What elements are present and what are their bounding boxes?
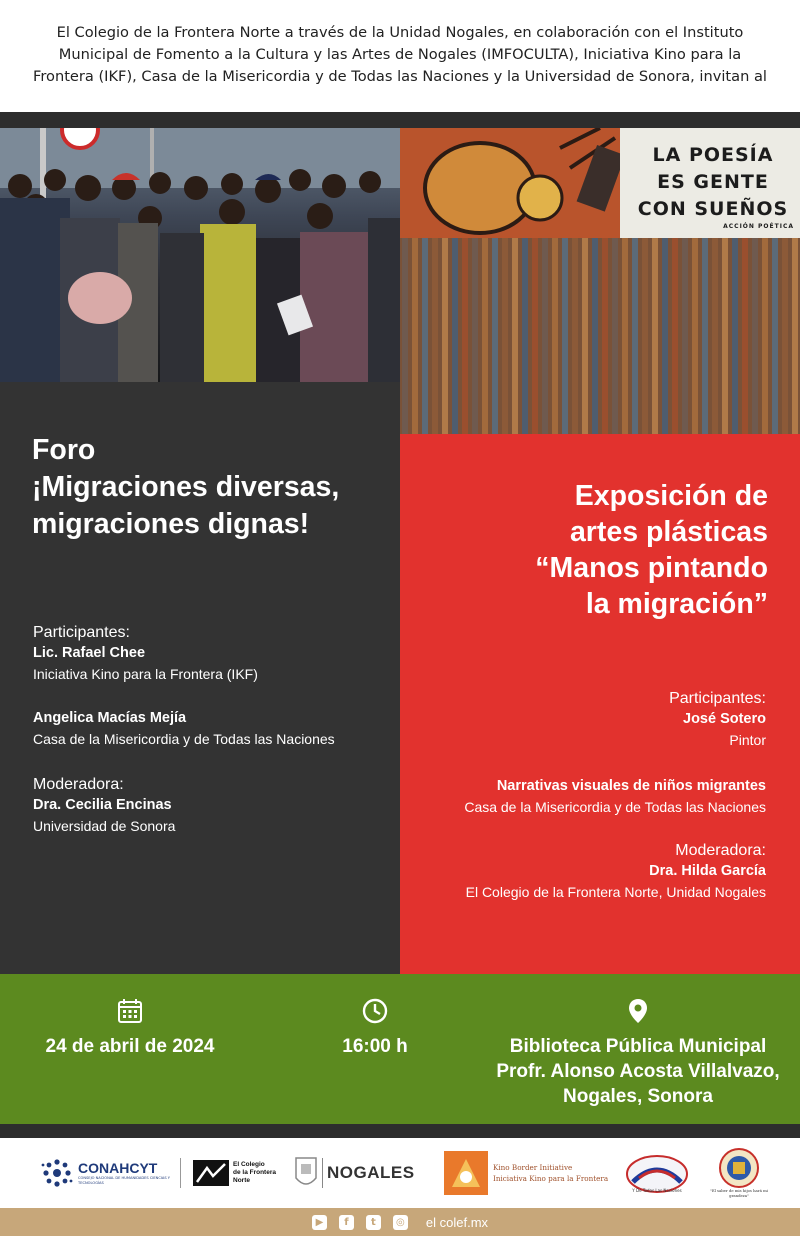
exhibition-participant-1-role: Pintor — [729, 732, 766, 748]
fence-post — [422, 238, 428, 434]
fence-post — [532, 238, 538, 434]
fence-post — [642, 238, 648, 434]
event-info-band — [0, 974, 800, 1124]
fence-post — [482, 238, 488, 434]
exhibition-moderator-label: Moderadora: — [675, 842, 766, 859]
unison-crest-icon — [718, 1148, 760, 1188]
conahcyt-subtitle: CONSEJO NACIONAL DE HUMANIDADES CIENCIAS Y TECNOLOGÍAS — [78, 1176, 171, 1185]
kino-english-name: Kino Border Initiative — [493, 1163, 573, 1172]
colef-logo — [193, 1148, 283, 1198]
exhibition-participant-1-name: José Sotero — [683, 711, 766, 727]
nogales-crest-icon — [294, 1156, 318, 1190]
forum-participants-2 — [33, 708, 335, 750]
border-wall-photo — [400, 128, 800, 434]
kino-emblem-icon — [444, 1151, 488, 1195]
fence-post — [492, 238, 498, 434]
fence-post — [612, 238, 618, 434]
fence-post — [512, 238, 518, 434]
nogales-name: NOGALES — [327, 1163, 415, 1182]
intro-text: El Colegio de la Frontera Norte a través de la Unidad Nogales, en colaboración con el Instituto Municipal de Fomento a la Cultura y las Artes de Nogales (IMFOCULTA), Iniciativa Kino para la Frontera (IKF), Casa de la Misericordia y de Todas las Naciones y la Universidad de Sonora, invitan al — [33, 24, 767, 85]
casa-caption: Y De Todas Las Naciones — [632, 1187, 682, 1193]
event-time-text: 16:00 h — [342, 1036, 408, 1057]
conahcyt-emblem-icon — [40, 1156, 74, 1190]
nogales-logo — [294, 1148, 429, 1198]
fence-post — [752, 238, 758, 434]
fence-post — [572, 238, 578, 434]
location-pin-icon — [628, 998, 648, 1024]
casa-misericordia-logo — [622, 1148, 692, 1198]
fence-post — [762, 238, 768, 434]
forum-participant-2-name: Angelica Macías Mejía — [33, 710, 187, 726]
poetry-sign — [628, 142, 798, 231]
website-link[interactable]: el colef.mx — [425, 1214, 489, 1230]
sign-caption: ACCIÓN POÉTICA — [723, 223, 794, 230]
sign-line-2: ES GENTE — [657, 171, 769, 193]
event-date-text: 24 de abril de 2024 — [45, 1036, 215, 1057]
exhibition-participants-label: Participantes: — [669, 690, 766, 707]
twitter-icon[interactable]: t — [366, 1215, 381, 1230]
sponsor-logos — [0, 1138, 800, 1208]
colef-line-3: Norte — [233, 1177, 250, 1184]
colef-emblem-icon — [193, 1160, 229, 1186]
forum-moderator — [33, 774, 175, 837]
fence-post — [452, 238, 458, 434]
venue-line-3: Nogales, Sonora — [563, 1086, 713, 1107]
footer-bar — [0, 1208, 800, 1236]
fence-post — [622, 238, 628, 434]
event-date — [30, 998, 230, 1059]
exhibition-title-line-4: la migración” — [585, 588, 768, 620]
forum-moderator-label: Moderadora: — [33, 776, 124, 793]
fence-post — [582, 238, 588, 434]
colef-line-2: de la Frontera — [233, 1169, 276, 1176]
exhibition-title-line-3: “Manos pintando — [535, 552, 768, 584]
fence-post — [402, 238, 408, 434]
fence-post — [472, 238, 478, 434]
exhibition-participants-2 — [406, 776, 766, 818]
instagram-icon[interactable]: ◎ — [393, 1215, 408, 1230]
exhibition-participant-2-name: Narrativas visuales de niños migrantes — [496, 778, 766, 794]
forum-participant-1-name: Lic. Rafael Chee — [33, 645, 146, 661]
fence-post — [632, 238, 638, 434]
fence-post — [732, 238, 738, 434]
venue-line-1: Biblioteca Pública Municipal — [509, 1036, 767, 1057]
exhibition-title — [428, 478, 768, 622]
facebook-icon[interactable]: f — [339, 1215, 354, 1230]
exhibition-moderator — [406, 840, 766, 903]
forum-moderator-org: Universidad de Sonora — [33, 818, 176, 834]
fence-post — [662, 238, 668, 434]
clock-icon — [362, 998, 388, 1024]
forum-panel — [0, 382, 400, 974]
fence-post — [722, 238, 728, 434]
fence-post — [412, 238, 418, 434]
event-time — [315, 998, 435, 1059]
logo-divider — [180, 1158, 181, 1188]
fence-post — [782, 238, 788, 434]
fence-post — [682, 238, 688, 434]
fence-post — [602, 238, 608, 434]
fence-post — [542, 238, 548, 434]
fence-post — [692, 238, 698, 434]
sign-line-3: CON SUEÑOS — [637, 198, 789, 220]
forum-moderator-name: Dra. Cecilia Encinas — [33, 797, 172, 813]
forum-participant-2-org: Casa de la Misericordia y de Todas las Naciones — [33, 731, 335, 747]
fence-post — [552, 238, 558, 434]
youtube-icon[interactable]: ▶ — [312, 1215, 327, 1230]
fence-post — [772, 238, 778, 434]
fence-post — [562, 238, 568, 434]
forum-title — [32, 432, 392, 543]
forum-title-line-1: Foro — [32, 434, 96, 466]
top-divider — [0, 112, 800, 128]
exhibition-title-line-2: artes plásticas — [569, 516, 768, 548]
forum-title-line-2: ¡Migraciones diversas, — [32, 471, 340, 503]
sign-line-1: LA POESÍA — [652, 144, 774, 166]
exhibition-moderator-name: Dra. Hilda García — [649, 863, 766, 879]
unison-logo — [706, 1148, 772, 1198]
calendar-icon — [117, 998, 143, 1024]
exhibition-title-line-1: Exposición de — [574, 480, 768, 512]
forum-participant-1-org: Iniciativa Kino para la Frontera (IKF) — [33, 666, 258, 682]
forum-participants-label: Participantes: — [33, 624, 130, 641]
fence-post — [592, 238, 598, 434]
conahcyt-name: CONAHCYT — [78, 1160, 158, 1176]
unison-caption: "El saber de mis hijos hará mi grandeza" — [710, 1188, 768, 1198]
venue-line-2: Profr. Alonso Acosta Villalvazo, — [496, 1061, 780, 1082]
conahcyt-logo — [40, 1148, 175, 1198]
kino-spanish-name: Iniciativa Kino para la Frontera — [493, 1174, 609, 1183]
fence-post — [462, 238, 468, 434]
colef-line-1: El Colegio — [233, 1161, 265, 1168]
exhibition-moderator-org: El Colegio de la Frontera Norte, Unidad Nogales — [465, 884, 766, 900]
kino-border-logo — [444, 1148, 614, 1198]
fence-post — [502, 238, 508, 434]
exhibition-panel — [400, 434, 800, 974]
event-venue — [480, 998, 796, 1109]
fence-post — [792, 238, 798, 434]
fence-post — [522, 238, 528, 434]
crowd-photo — [0, 128, 400, 382]
forum-participants-1 — [33, 622, 258, 685]
fence-post — [672, 238, 678, 434]
forum-title-line-3: migraciones dignas! — [32, 508, 310, 540]
exhibition-participant-2-org: Casa de la Misericordia y de Todas las Naciones — [464, 799, 766, 815]
fence-post — [432, 238, 438, 434]
exhibition-participants-1 — [406, 688, 766, 751]
fence-post — [442, 238, 448, 434]
fence-post — [712, 238, 718, 434]
fence-post — [652, 238, 658, 434]
bottom-divider — [0, 1124, 800, 1138]
fence-post — [702, 238, 708, 434]
fence-post — [742, 238, 748, 434]
